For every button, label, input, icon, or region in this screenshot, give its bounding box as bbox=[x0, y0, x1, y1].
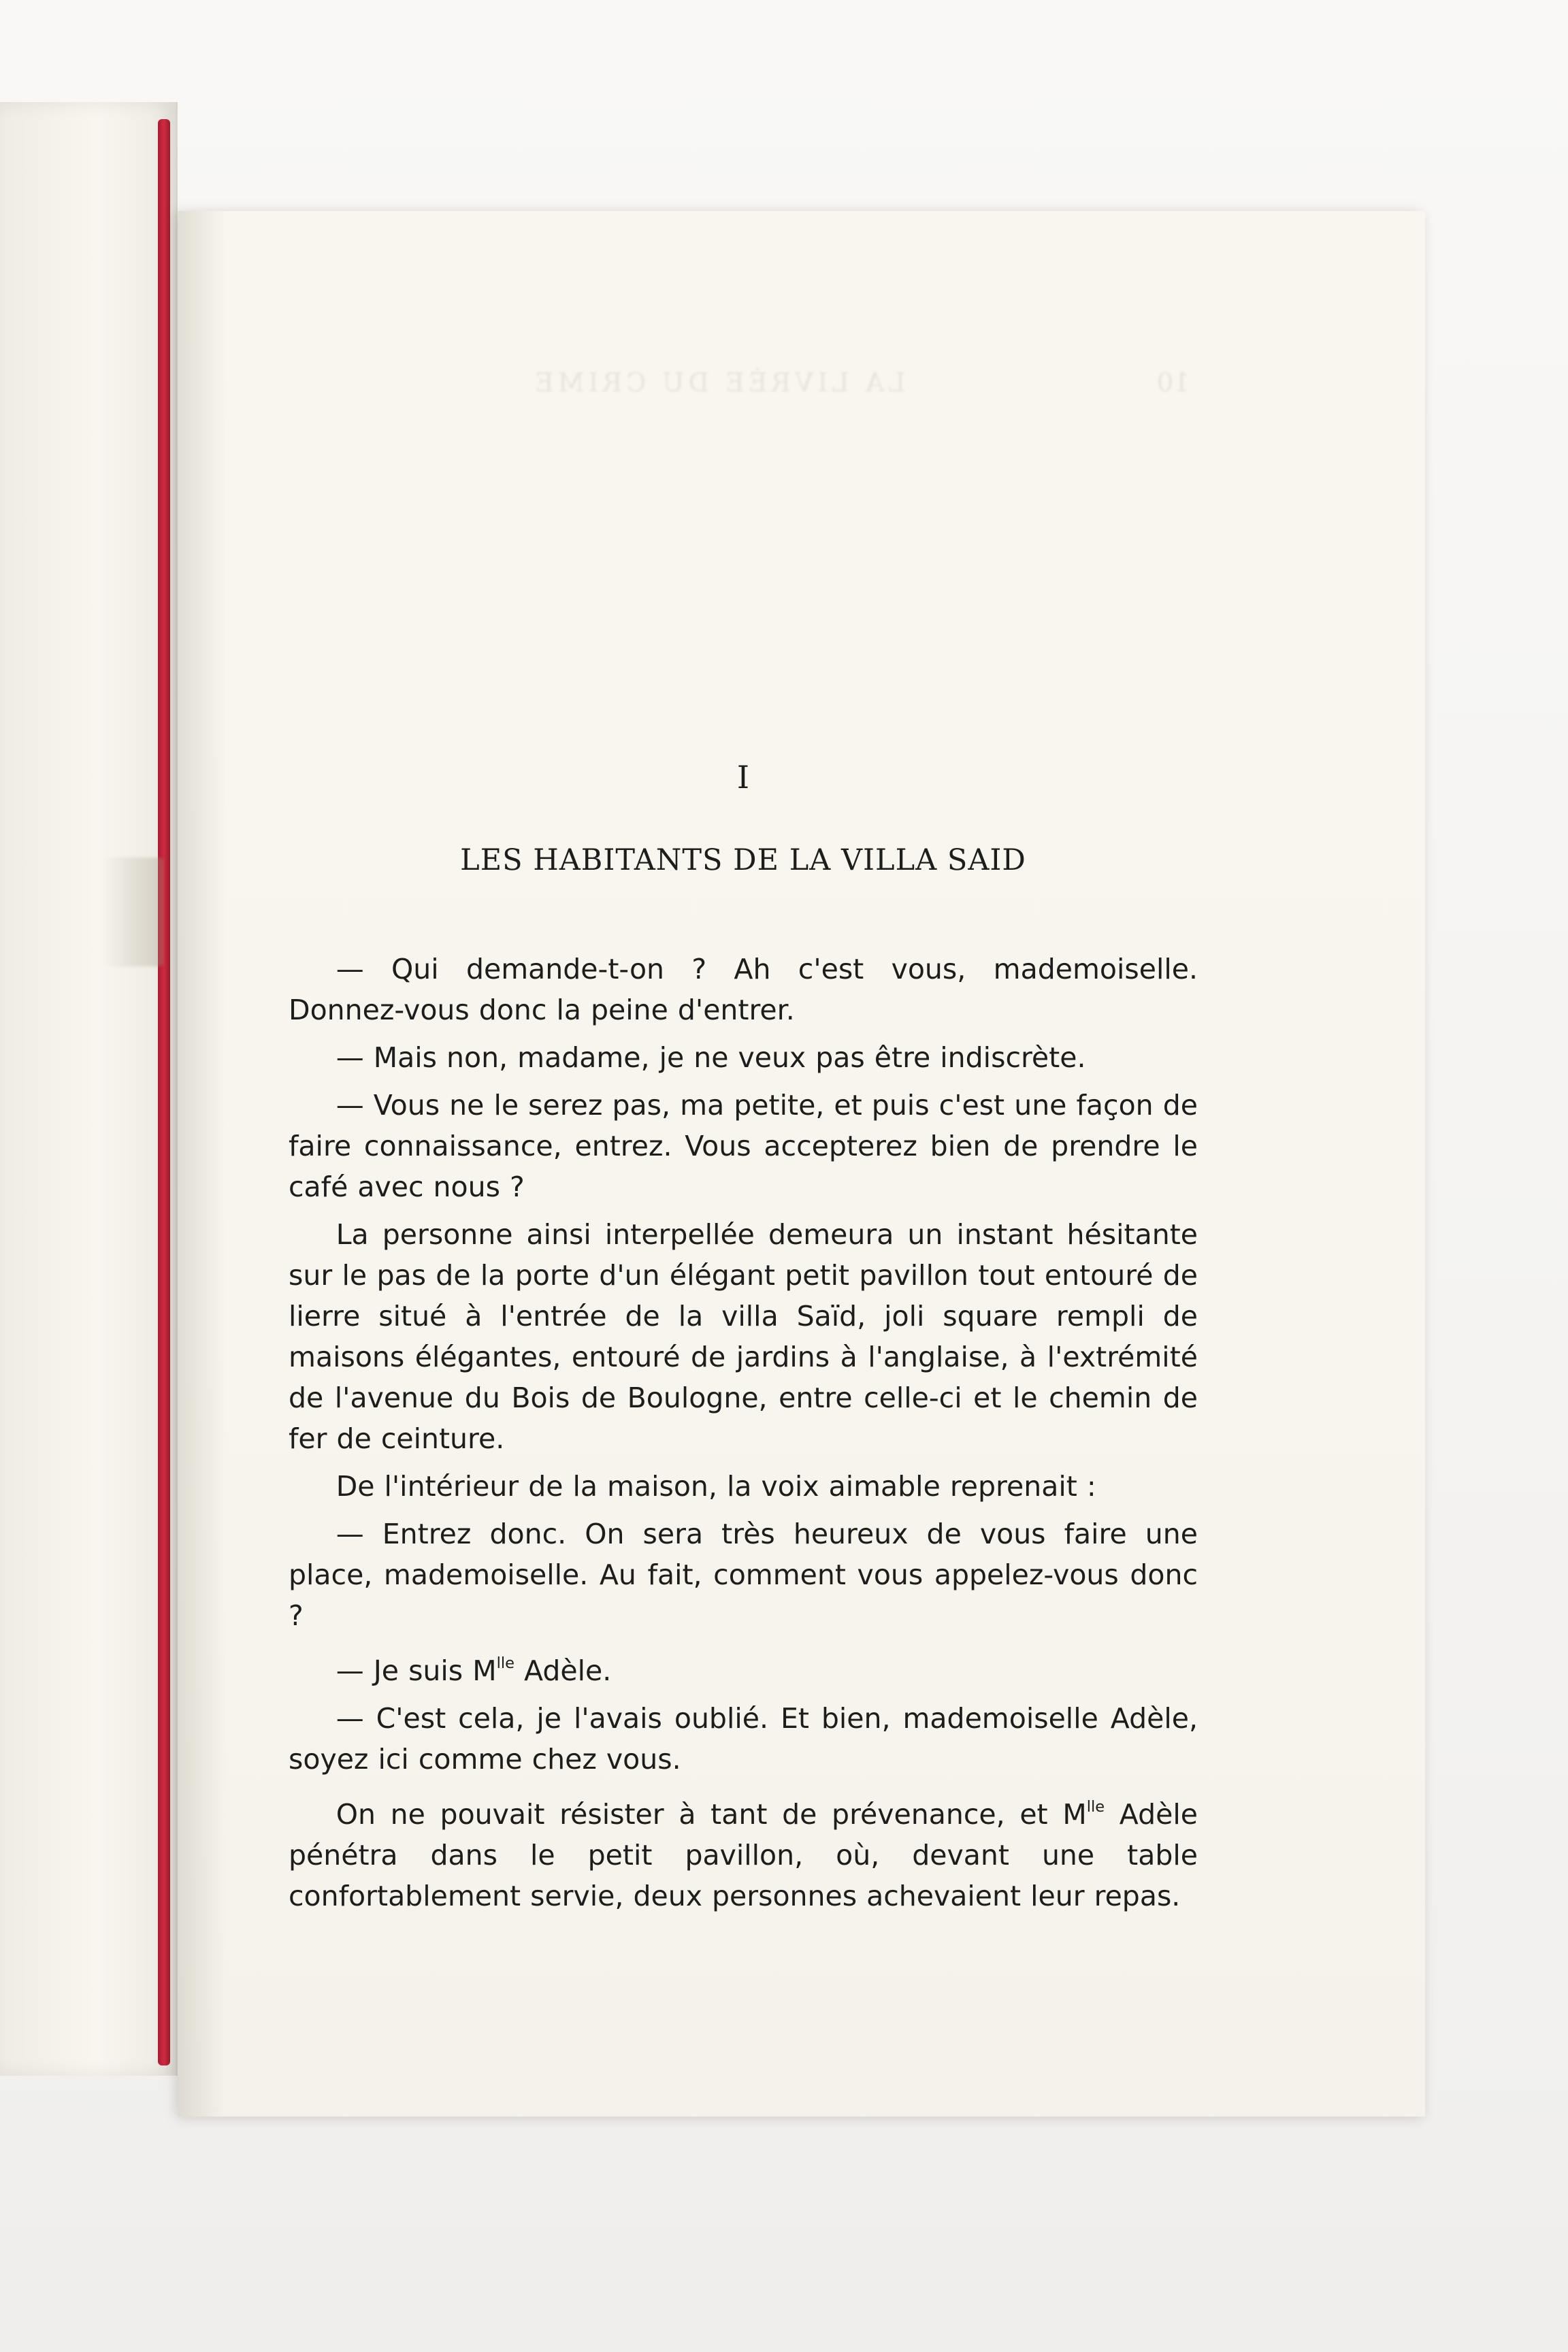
paragraph: — Vous ne le serez pas, ma petite, et puis c'est une façon de faire connaissance, entrez. Vous accepterez bien de prendre le café avec nous ? bbox=[289, 1089, 1198, 1203]
show-through-page-number: 10 bbox=[1157, 368, 1190, 397]
paragraph bbox=[289, 1786, 1198, 1916]
superscript-abbrev: lle bbox=[1086, 1798, 1105, 1816]
show-through-running-head: LA LIVRÉE DU CRIME bbox=[531, 368, 906, 397]
left-page-bleed bbox=[102, 858, 163, 966]
paragraph: — Entrez donc. On sera très heureux de vous faire une place, mademoiselle. Au fait, comment vous appelez-vous donc ? bbox=[289, 1518, 1198, 1632]
superscript-abbrev: lle bbox=[496, 1654, 514, 1672]
paragraph-text: On ne pouvait résister à tant de prévenance, et M bbox=[336, 1798, 1087, 1831]
left-page bbox=[0, 102, 178, 2076]
paragraph: De l'intérieur de la maison, la voix aimable reprenait : bbox=[336, 1470, 1096, 1503]
red-cover-edge bbox=[158, 119, 170, 2065]
gutter-shadow bbox=[178, 211, 226, 2117]
paragraph-text: Adèle. bbox=[514, 1654, 612, 1688]
paragraph bbox=[289, 1643, 1198, 1691]
paragraph: — Mais non, madame, je ne veux pas être indiscrète. bbox=[336, 1041, 1086, 1074]
paragraph: — C'est cela, je l'avais oublié. Et bien, mademoiselle Adèle, soyez ici comme chez vous. bbox=[289, 1702, 1198, 1776]
paragraph: La personne ainsi interpellée demeura un instant hésitante sur le pas de la porte d'un élégant petit pavillon tout entouré de lierre situé à l'entrée de la villa Saïd, joli square rempli de maisons élégantes, entouré de jardins à l'anglaise, à l'extrémité de l'avenue du Bois de Boulogne, entre celle-ci et le chemin de fer de ceinture. bbox=[289, 1218, 1198, 1455]
chapter-title: LES HABITANTS DE LA VILLA SAID bbox=[460, 843, 1026, 877]
paragraph-text: — Je suis M bbox=[336, 1654, 497, 1688]
page-text bbox=[289, 757, 1198, 1923]
chapter-number: I bbox=[736, 759, 750, 796]
paragraph-text: Adèle pénétra dans le petit pavillon, où, devant une table confortablement servie, deux personnes achevaient leur repas. bbox=[289, 1798, 1198, 1913]
paragraph: — Qui demande-t-on ? Ah c'est vous, mademoiselle. Donnez-vous donc la peine d'entrer. bbox=[289, 953, 1198, 1026]
